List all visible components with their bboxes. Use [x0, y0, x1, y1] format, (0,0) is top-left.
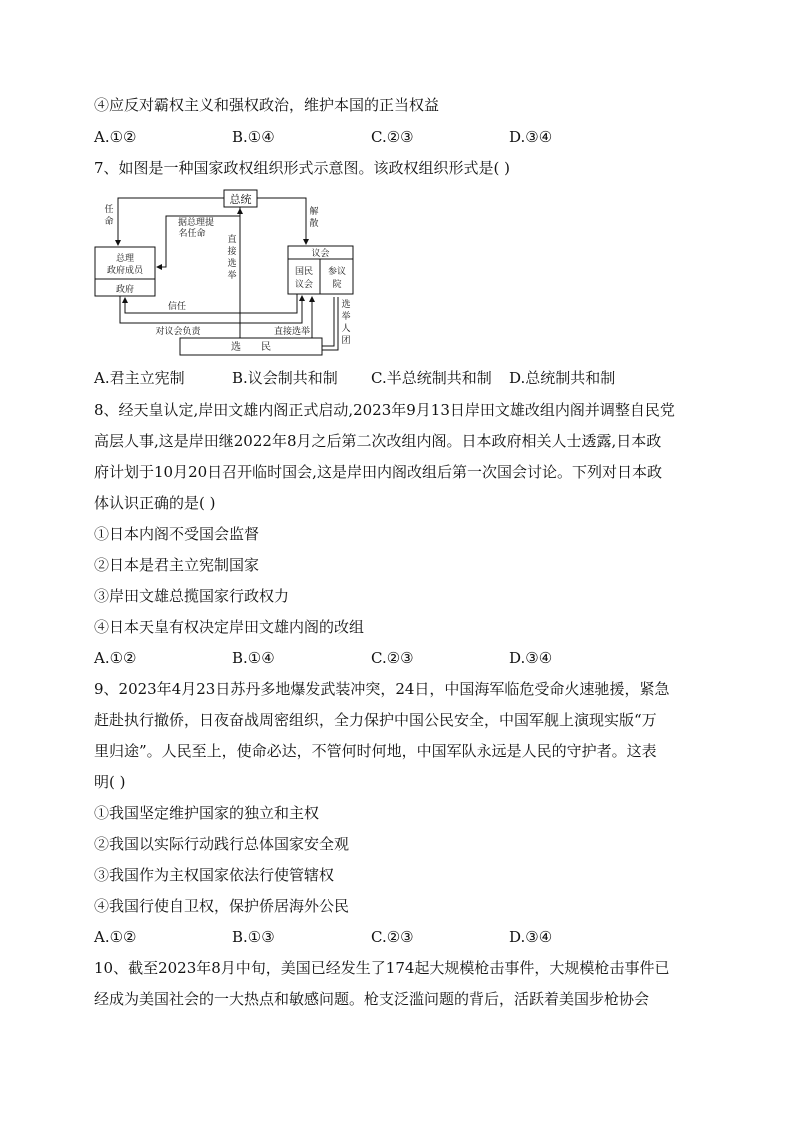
q8-option-d[interactable]: D.③④: [509, 649, 553, 667]
gov-members-label: 政府成员: [106, 266, 144, 276]
pm-nominate-label-2: 名任命: [178, 229, 206, 239]
direct-elect-v-4: 举: [227, 271, 237, 281]
q8-option-a[interactable]: A.①②: [94, 649, 137, 667]
q9-item-2: ②我国以实际行动践行总体国家安全观: [94, 835, 350, 853]
pm-label: 总理: [115, 254, 135, 264]
q9-stem-line-2: 赶赴执行撤侨，日夜奋战周密组织，全力保护中国公民安全，中国军舰上演现实版“万: [94, 711, 657, 729]
q8-stem-line-2: 高层人事,这是岸田继2022年8月之后第二次改组内阁。日本政府相关人士透露,日本政: [94, 432, 662, 450]
responsible-label: 对议会负责: [155, 327, 201, 337]
national-assembly-label-1: 国民: [294, 267, 314, 277]
q7-stem: 7、如图是一种国家政权组织形式示意图。该政权组织形式是( ): [94, 159, 511, 177]
electoral-college-1: 选: [341, 300, 351, 310]
q8-stem-line-3: 府计划于10月20日召开临时国会,这是岸田内阁改组后第一次国会讨论。下列对日本政: [94, 463, 662, 481]
voters-label: 选 民: [231, 342, 271, 353]
government-label: 政府: [115, 285, 135, 295]
q9-option-b[interactable]: B.①③: [232, 928, 275, 946]
direct-elect-v-3: 选: [227, 259, 237, 269]
trust-label: 信任: [167, 302, 187, 312]
q9-option-c[interactable]: C.②③: [371, 928, 414, 946]
dissolve-label-2: 散: [309, 219, 319, 229]
government-structure-diagram: [92, 186, 362, 360]
parliament-label: 议会: [311, 249, 330, 259]
q8-stem-line-1: 8、经天皇认定,岸田文雄内阁正式启动,2023年9月13日岸田文雄改组内阁并调整自民党: [94, 401, 675, 419]
direct-elect-v-2: 接: [227, 247, 237, 257]
q6-option-d[interactable]: D.③④: [509, 128, 553, 146]
direct-elect-v-1: 直: [227, 235, 237, 245]
q9-stem-line-3: 里归途”。人民至上，使命必达，不管何时何地，中国军队永远是人民的守护者。这表: [94, 742, 657, 760]
national-assembly-label-2: 议会: [294, 280, 314, 290]
q7-option-c[interactable]: C.半总统制共和制: [371, 369, 492, 387]
dissolve-label-1: 解: [309, 207, 319, 217]
direct-elect-label: 直接选举: [273, 327, 311, 337]
electoral-college-4: 团: [341, 336, 351, 346]
pm-nominate-label-1: 据总理提: [177, 218, 215, 228]
q8-option-c[interactable]: C.②③: [371, 649, 414, 667]
q8-item-1: ①日本内阁不受国会监督: [94, 525, 260, 543]
q9-stem-line-4: 明( ): [94, 773, 126, 791]
senate-label-2: 院: [332, 280, 342, 290]
q9-item-4: ④我国行使自卫权，保护侨居海外公民: [94, 897, 350, 915]
appoint-label-1: 任: [104, 205, 114, 215]
president-label: 总统: [229, 193, 252, 206]
q8-item-3: ③岸田文雄总揽国家行政权力: [94, 587, 290, 605]
q6-option-b[interactable]: B.①④: [232, 128, 275, 146]
electoral-college-2: 举: [341, 312, 351, 322]
electoral-college-3: 人: [341, 324, 351, 334]
q8-item-2: ②日本是君主立宪制国家: [94, 556, 260, 574]
q8-stem-line-4: 体认识正确的是( ): [94, 494, 216, 512]
q9-stem-line-1: 9、2023年4月23日苏丹多地爆发武装冲突，24日，中国海军临危受命火速驰援，紧急: [94, 680, 670, 698]
q7-option-a[interactable]: A.君主立宪制: [94, 369, 185, 387]
q8-option-b[interactable]: B.①④: [232, 649, 275, 667]
q10-stem-line-2: 经成为美国社会的一大热点和敏感问题。枪支泛滥问题的背后，活跃着美国步枪协会: [94, 990, 650, 1008]
q6-option-a[interactable]: A.①②: [94, 128, 137, 146]
q9-item-1: ①我国坚定维护国家的独立和主权: [94, 804, 320, 822]
q10-stem-line-1: 10、截至2023年8月中旬，美国已经发生了174起大规模枪击事件，大规模枪击事件已: [94, 959, 670, 977]
appoint-label-2: 命: [104, 217, 114, 227]
q7-option-d[interactable]: D.总统制共和制: [509, 369, 616, 387]
senate-label-1: 参议: [327, 267, 347, 277]
q6-option-c[interactable]: C.②③: [371, 128, 414, 146]
q6-item-4: ④应反对霸权主义和强权政治，维护本国的正当权益: [94, 96, 440, 114]
q9-option-a[interactable]: A.①②: [94, 928, 137, 946]
q7-option-b[interactable]: B.议会制共和制: [232, 369, 338, 387]
q9-option-d[interactable]: D.③④: [509, 928, 553, 946]
q9-item-3: ③我国作为主权国家依法行使管辖权: [94, 866, 335, 884]
q8-item-4: ④日本天皇有权决定岸田文雄内阁的改组: [94, 618, 365, 636]
